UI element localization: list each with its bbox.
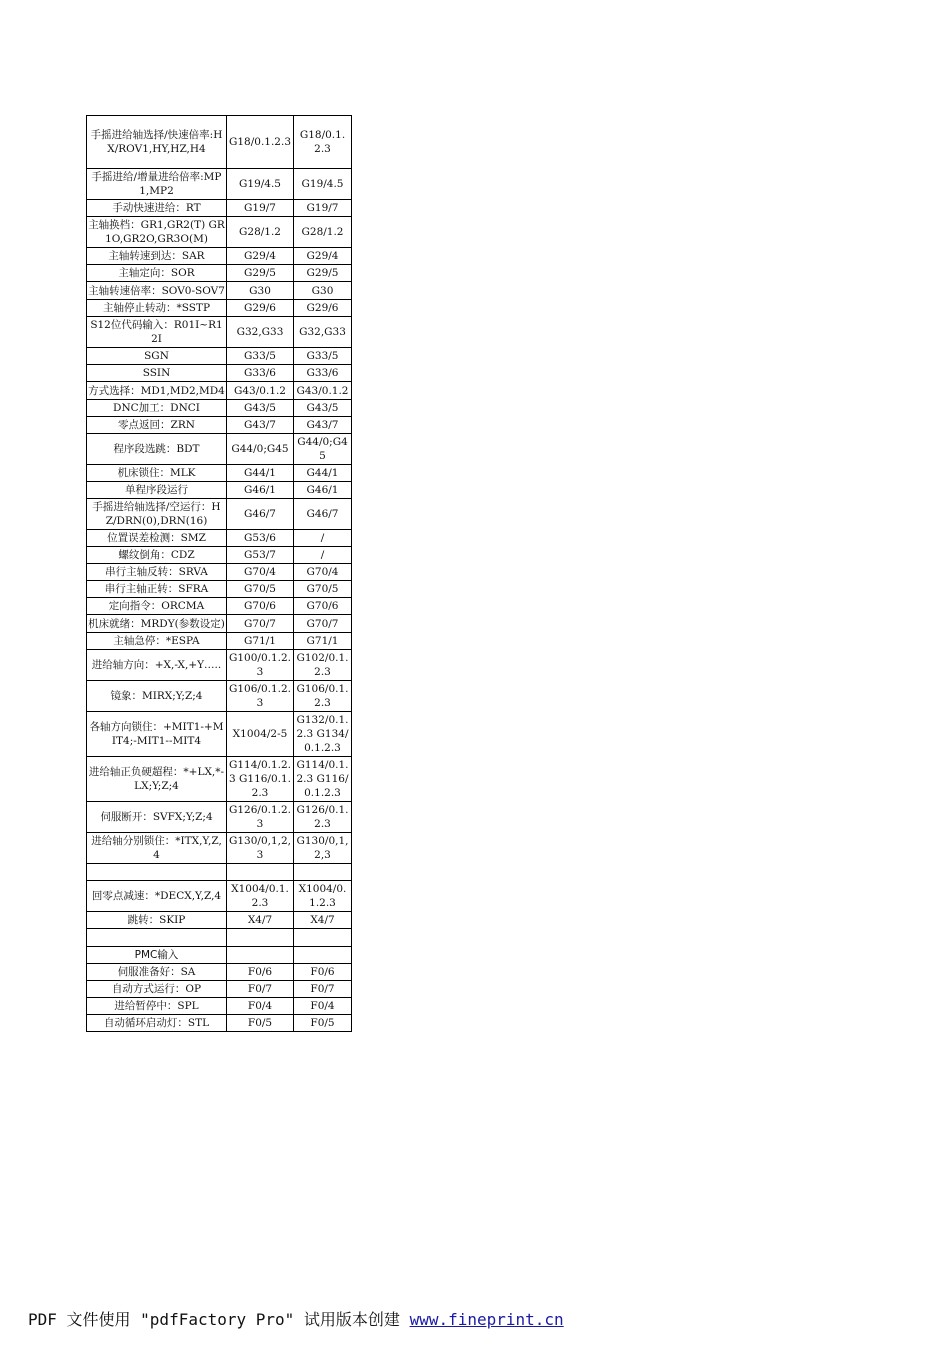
address-cell-b: G29/6 (294, 300, 352, 317)
address-cell-a: G43/0.1.2 (227, 382, 294, 400)
table-row (87, 465, 352, 482)
address-cell-a: G33/5 (227, 348, 294, 365)
address-cell-a: G29/5 (227, 265, 294, 282)
address-cell-b: G43/5 (294, 400, 352, 417)
address-cell-a: G33/6 (227, 365, 294, 382)
signal-name-cell: 镜象：MIRX;Y;Z;4 (87, 681, 227, 712)
table-row (87, 200, 352, 217)
address-cell-b: G29/5 (294, 265, 352, 282)
table-row (87, 681, 352, 712)
address-cell-b: G19/7 (294, 200, 352, 217)
address-cell-a: G70/7 (227, 615, 294, 633)
address-cell-b: G28/1.2 (294, 217, 352, 248)
address-cell-a: G114/0.1.2.3 G116/0.1.2.3 (227, 757, 294, 802)
table-row (87, 947, 352, 964)
address-cell-b: G70/6 (294, 598, 352, 615)
signal-name-cell: SGN (87, 348, 227, 365)
table-row (87, 217, 352, 248)
signal-name-cell: 进给轴分别锁住：*ITX,Y,Z,4 (87, 833, 227, 864)
address-cell-b: X1004/0.1.2.3 (294, 881, 352, 912)
address-cell-a: G70/5 (227, 581, 294, 598)
signal-name-cell: S12位代码输入：R01I~R12I (87, 317, 227, 348)
address-cell-a: G46/1 (227, 482, 294, 499)
table-row (87, 564, 352, 581)
table-row (87, 265, 352, 282)
signal-name-cell: 定向指令：ORCMA (87, 598, 227, 615)
footer-link[interactable]: www.fineprint.cn (409, 1310, 564, 1329)
signal-name-cell: DNC加工：DNCI (87, 400, 227, 417)
address-cell-a: G28/1.2 (227, 217, 294, 248)
signal-name-cell: 进给轴方向：+X,-X,+Y….. (87, 650, 227, 681)
address-cell-a: X1004/0.1.2.3 (227, 881, 294, 912)
address-cell-a: F0/5 (227, 1015, 294, 1032)
signal-name-cell: 机床锁住：MLK (87, 465, 227, 482)
address-cell-b: G18/0.1.2.3 (294, 116, 352, 169)
signal-name-cell: 回零点减速：*DECX,Y,Z,4 (87, 881, 227, 912)
address-cell-b: G70/5 (294, 581, 352, 598)
address-cell-b: G70/4 (294, 564, 352, 581)
address-cell-a: G43/5 (227, 400, 294, 417)
signal-name-cell: SSIN (87, 365, 227, 382)
table-row (87, 964, 352, 981)
address-cell-b: G44/1 (294, 465, 352, 482)
table-row (87, 833, 352, 864)
address-cell-a: G44/0;G45 (227, 434, 294, 465)
address-cell-b: G106/0.1.2.3 (294, 681, 352, 712)
table-row (87, 382, 352, 400)
address-cell-b: G132/0.1.2.3 G134/0.1.2.3 (294, 712, 352, 757)
table-row (87, 802, 352, 833)
signal-name-cell: 自动循环启动灯：STL (87, 1015, 227, 1032)
address-cell-a: X1004/2-5 (227, 712, 294, 757)
signal-name-cell: 伺服准备好：SA (87, 964, 227, 981)
signal-name-cell: 跳转：SKIP (87, 912, 227, 929)
address-cell-a: G71/1 (227, 633, 294, 650)
address-cell-a (227, 947, 294, 964)
table-row (87, 998, 352, 1015)
address-cell-b (294, 929, 352, 947)
table-row (87, 912, 352, 929)
address-cell-b: X4/7 (294, 912, 352, 929)
address-cell-a: G29/4 (227, 248, 294, 265)
signal-name-cell: 机床就绪：MRDY(参数设定) (87, 615, 227, 633)
address-cell-b: G46/7 (294, 499, 352, 530)
table-row (87, 282, 352, 300)
table-row (87, 1015, 352, 1032)
address-cell-a: G53/7 (227, 547, 294, 564)
signal-name-cell: 零点返回：ZRN (87, 417, 227, 434)
address-cell-a: G53/6 (227, 530, 294, 547)
table-row (87, 929, 352, 947)
signal-name-cell (87, 864, 227, 881)
table-row (87, 248, 352, 265)
address-cell-a: G126/0.1.2.3 (227, 802, 294, 833)
address-cell-a: G43/7 (227, 417, 294, 434)
signal-name-cell: 主轴急停：*ESPA (87, 633, 227, 650)
address-cell-a: F0/7 (227, 981, 294, 998)
address-cell-a: X4/7 (227, 912, 294, 929)
table-row (87, 864, 352, 881)
address-cell-b: / (294, 547, 352, 564)
table-row (87, 981, 352, 998)
address-cell-b: G32,G33 (294, 317, 352, 348)
signal-name-cell: 各轴方向锁住：+MIT1-+MIT4;-MIT1--MIT4 (87, 712, 227, 757)
address-cell-b: G126/0.1.2.3 (294, 802, 352, 833)
signal-name-cell: 手摇进给轴选择/快速倍率:HX/ROV1,HY,HZ,H4 (87, 116, 227, 169)
address-cell-a (227, 929, 294, 947)
signal-name-cell: PMC输入 (87, 947, 227, 964)
address-cell-a: G46/7 (227, 499, 294, 530)
address-cell-b: G71/1 (294, 633, 352, 650)
address-cell-b: G130/0,1,2,3 (294, 833, 352, 864)
footer (28, 1307, 564, 1330)
address-cell-b: G19/4.5 (294, 169, 352, 200)
table-row (87, 530, 352, 547)
table-row (87, 482, 352, 499)
signal-name-cell: 手摇进给轴选择/空运行：HZ/DRN(0),DRN(16) (87, 499, 227, 530)
address-cell-a: G30 (227, 282, 294, 300)
address-cell-a: G130/0,1,2,3 (227, 833, 294, 864)
address-cell-a (227, 864, 294, 881)
signal-name-cell: 螺纹倒角：CDZ (87, 547, 227, 564)
table-row (87, 499, 352, 530)
address-cell-a: F0/6 (227, 964, 294, 981)
signal-name-cell (87, 929, 227, 947)
table-row (87, 757, 352, 802)
signal-name-cell: 手动快速进给：RT (87, 200, 227, 217)
table-row (87, 633, 352, 650)
address-cell-b: G43/0.1.2 (294, 382, 352, 400)
table-row (87, 348, 352, 365)
address-cell-a: G106/0.1.2.3 (227, 681, 294, 712)
signal-name-cell: 方式选择：MD1,MD2,MD4 (87, 382, 227, 400)
address-cell-a: G18/0.1.2.3 (227, 116, 294, 169)
signal-name-cell: 串行主轴正转：SFRA (87, 581, 227, 598)
signal-name-cell: 位置误差检测：SMZ (87, 530, 227, 547)
address-cell-a: G29/6 (227, 300, 294, 317)
address-cell-b: / (294, 530, 352, 547)
table-row (87, 169, 352, 200)
address-cell-b: G33/6 (294, 365, 352, 382)
table-row (87, 547, 352, 564)
address-cell-b: G70/7 (294, 615, 352, 633)
signal-name-cell: 主轴换档：GR1,GR2(T) GR1O,GR2O,GR3O(M) (87, 217, 227, 248)
signal-name-cell: 进给轴正负硬超程：*+LX,*-LX;Y;Z;4 (87, 757, 227, 802)
table-row (87, 581, 352, 598)
address-cell-b (294, 947, 352, 964)
table-row (87, 434, 352, 465)
table-row (87, 300, 352, 317)
signal-name-cell: 串行主轴反转：SRVA (87, 564, 227, 581)
address-cell-a: G19/7 (227, 200, 294, 217)
address-cell-b: G44/0;G45 (294, 434, 352, 465)
signal-name-cell: 程序段选跳：BDT (87, 434, 227, 465)
table-row (87, 650, 352, 681)
table-row (87, 881, 352, 912)
table-row (87, 365, 352, 382)
signal-table (86, 115, 352, 1032)
signal-name-cell: 单程序段运行 (87, 482, 227, 499)
table-row (87, 417, 352, 434)
address-cell-b: F0/5 (294, 1015, 352, 1032)
table-row (87, 712, 352, 757)
address-cell-b: G114/0.1.2.3 G116/0.1.2.3 (294, 757, 352, 802)
table-row (87, 116, 352, 169)
table-row (87, 400, 352, 417)
table-row (87, 598, 352, 615)
address-cell-a: F0/4 (227, 998, 294, 1015)
address-cell-b: G30 (294, 282, 352, 300)
address-cell-b: G43/7 (294, 417, 352, 434)
address-cell-b: G33/5 (294, 348, 352, 365)
footer-text: PDF 文件使用 "pdfFactory Pro" 试用版本创建 (28, 1310, 410, 1329)
address-cell-a: G100/0.1.2.3 (227, 650, 294, 681)
signal-name-cell: 主轴转速到达：SAR (87, 248, 227, 265)
signal-name-cell: 主轴转速倍率：SOV0-SOV7 (87, 282, 227, 300)
address-cell-a: G44/1 (227, 465, 294, 482)
signal-name-cell: 伺服断开：SVFX;Y;Z;4 (87, 802, 227, 833)
address-cell-b: F0/6 (294, 964, 352, 981)
address-cell-a: G70/6 (227, 598, 294, 615)
signal-name-cell: 主轴停止转动：*SSTP (87, 300, 227, 317)
signal-name-cell: 主轴定向：SOR (87, 265, 227, 282)
signal-name-cell: 进给暂停中：SPL (87, 998, 227, 1015)
address-cell-b (294, 864, 352, 881)
signal-name-cell: 手摇进给/增量进给倍率:MP1,MP2 (87, 169, 227, 200)
address-cell-b: G102/0.1.2.3 (294, 650, 352, 681)
address-cell-b: F0/4 (294, 998, 352, 1015)
address-cell-a: G19/4.5 (227, 169, 294, 200)
address-cell-b: G46/1 (294, 482, 352, 499)
address-cell-a: G32,G33 (227, 317, 294, 348)
address-cell-a: G70/4 (227, 564, 294, 581)
signal-name-cell: 自动方式运行：OP (87, 981, 227, 998)
address-cell-b: F0/7 (294, 981, 352, 998)
table-row (87, 615, 352, 633)
table-row (87, 317, 352, 348)
address-cell-b: G29/4 (294, 248, 352, 265)
